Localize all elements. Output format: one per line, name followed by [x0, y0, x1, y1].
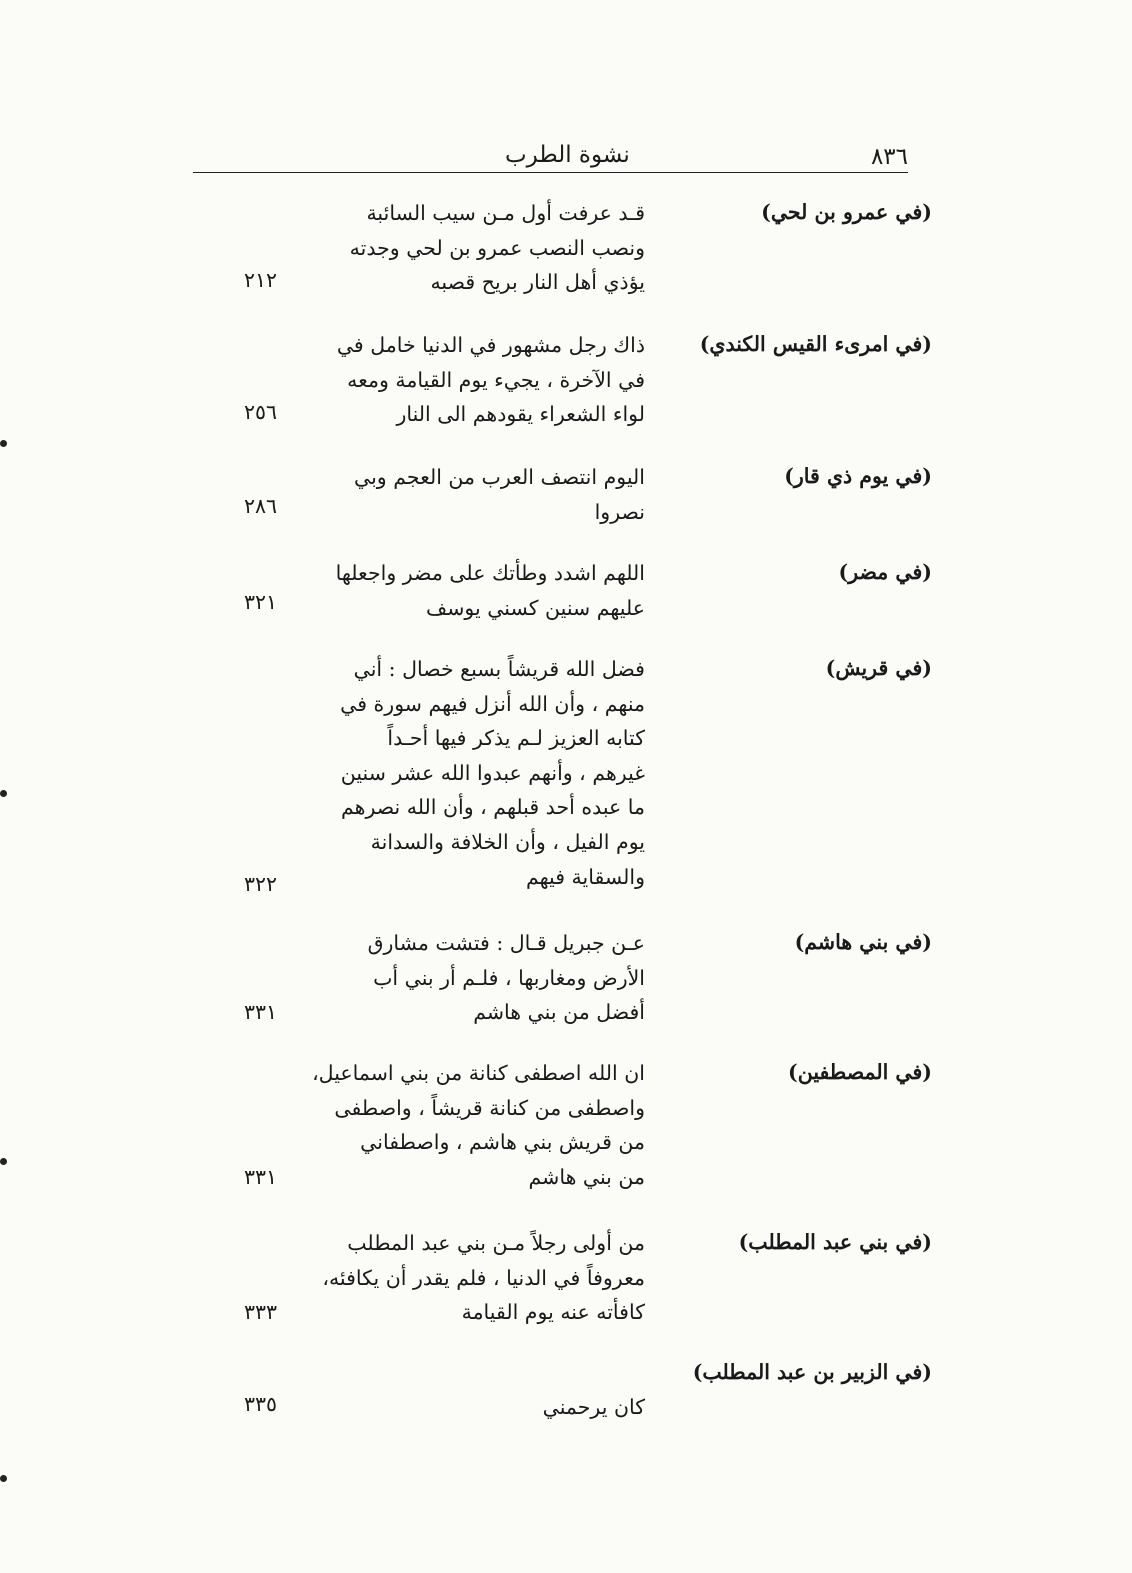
- page-reference: ٣٢٢: [244, 872, 278, 896]
- entry-label: (في عمرو بن لحي): [761, 200, 932, 224]
- entry-text-line: فضل الله قريشاً بسبع خصال : أني: [353, 657, 645, 681]
- entry-text: [318, 328, 645, 432]
- entry-text-line: كافأته عنه يوم القيامة: [461, 1300, 645, 1325]
- page-reference: ٢٥٦: [244, 400, 278, 424]
- entry-text: [318, 556, 645, 625]
- entry-text-line: لواء الشعراء يقودهم الى النار: [396, 402, 645, 427]
- page-reference: ٣٣٥: [244, 1392, 278, 1416]
- entry-text: [318, 460, 645, 529]
- page-reference: ٢١٢: [244, 268, 278, 292]
- entry-text-line: معروفاً في الدنيا ، فلم يقدر أن يكافئه،: [322, 1265, 645, 1290]
- entry-text-line: اللهم اشدد وطأتك على مضر واجعلها: [335, 561, 645, 585]
- entry-text: [318, 1390, 645, 1425]
- entry-text: [312, 1056, 645, 1194]
- entry-text-line: من بني هاشم: [528, 1164, 645, 1189]
- page-reference: ٢٨٦: [244, 494, 278, 518]
- running-title: نشوة الطرب: [505, 142, 630, 168]
- entry-text-line: اليوم انتصف العرب من العجم وبي: [353, 465, 645, 489]
- entry-label: (في يوم ذي قار): [784, 464, 932, 488]
- entry-label: (في امرىء القيس الكندي): [699, 332, 932, 356]
- entry-text-line: يؤذي أهل النار بريح قصبه: [430, 270, 645, 295]
- scan-speck: [0, 790, 7, 797]
- entry-label: (في بني هاشم): [794, 930, 932, 954]
- entry-text-line: أفضل من بني هاشم: [473, 1000, 645, 1025]
- page-header: [193, 140, 908, 173]
- entry-text-line: منهم ، وأن الله أنزل فيهم سورة في: [340, 691, 645, 716]
- page-reference: ٣٢١: [244, 590, 278, 614]
- entry-text-line: عليهم سنين كسني يوسف: [425, 595, 645, 620]
- page-reference: ٣٣١: [244, 1000, 278, 1024]
- entry-label: (في المصطفين): [788, 1060, 932, 1084]
- entry-text-line: ما عبده أحد قبلهم ، وأن الله نصرهم: [341, 795, 645, 820]
- scan-speck: [0, 440, 7, 447]
- entry-text-line: والسقاية فيهم: [525, 864, 645, 889]
- entry-text: [318, 926, 645, 1030]
- entry-text-line: ان الله اصطفى كنانة من بني اسماعيل،: [312, 1061, 645, 1085]
- page-reference: ٣٣٣: [244, 1300, 278, 1324]
- entry-text-line: ذاك رجل مشهور في الدنيا خامل في: [336, 333, 645, 357]
- entry-text-line: كتابه العزيز لـم يذكر فيها أحـداً: [387, 726, 645, 751]
- entry-label: (في الزبير بن عبد المطلب): [692, 1360, 932, 1384]
- scan-speck: [0, 1475, 7, 1482]
- entry-label: (في مضر): [838, 560, 932, 584]
- entry-text-line: نصروا: [594, 499, 645, 524]
- entry-text-line: كان يرحمني: [542, 1395, 645, 1419]
- entry-label: (في بني عبد المطلب): [738, 1230, 932, 1254]
- entry-text-line: واصطفى من كنانة قريشاً ، واصطفى: [334, 1095, 645, 1120]
- entry-text-line: قـد عرفت أول مـن سيب السائبة: [366, 201, 645, 225]
- entry-text-line: من قريش بني هاشم ، واصطفاني: [360, 1130, 645, 1155]
- entry-text-line: من أولى رجلاً مـن بني عبد المطلب: [347, 1231, 645, 1255]
- entry-text-line: عـن جبريل قـال : فتشت مشارق: [367, 931, 645, 955]
- entry-text-line: في الآخرة ، يجيء يوم القيامة ومعه: [347, 367, 645, 392]
- entry-label: (في قريش): [825, 656, 932, 680]
- page-number: ٨٣٦: [870, 144, 908, 170]
- entry-text-line: الأرض ومغاربها ، فلـم أر بني أب: [373, 965, 645, 990]
- entry-text-line: ونصب النصب عمرو بن لحي وجدته: [349, 235, 645, 260]
- entry-text-line: يوم الفيل ، وأن الخلافة والسدانة: [370, 829, 645, 854]
- entry-text: [318, 1226, 645, 1330]
- scan-speck: [0, 1158, 7, 1165]
- entry-text-line: غيرهم ، وأنهم عبدوا الله عشر سنين: [340, 760, 645, 785]
- entry-text: [318, 196, 645, 300]
- page-reference: ٣٣١: [244, 1165, 278, 1189]
- entry-text: [318, 652, 645, 894]
